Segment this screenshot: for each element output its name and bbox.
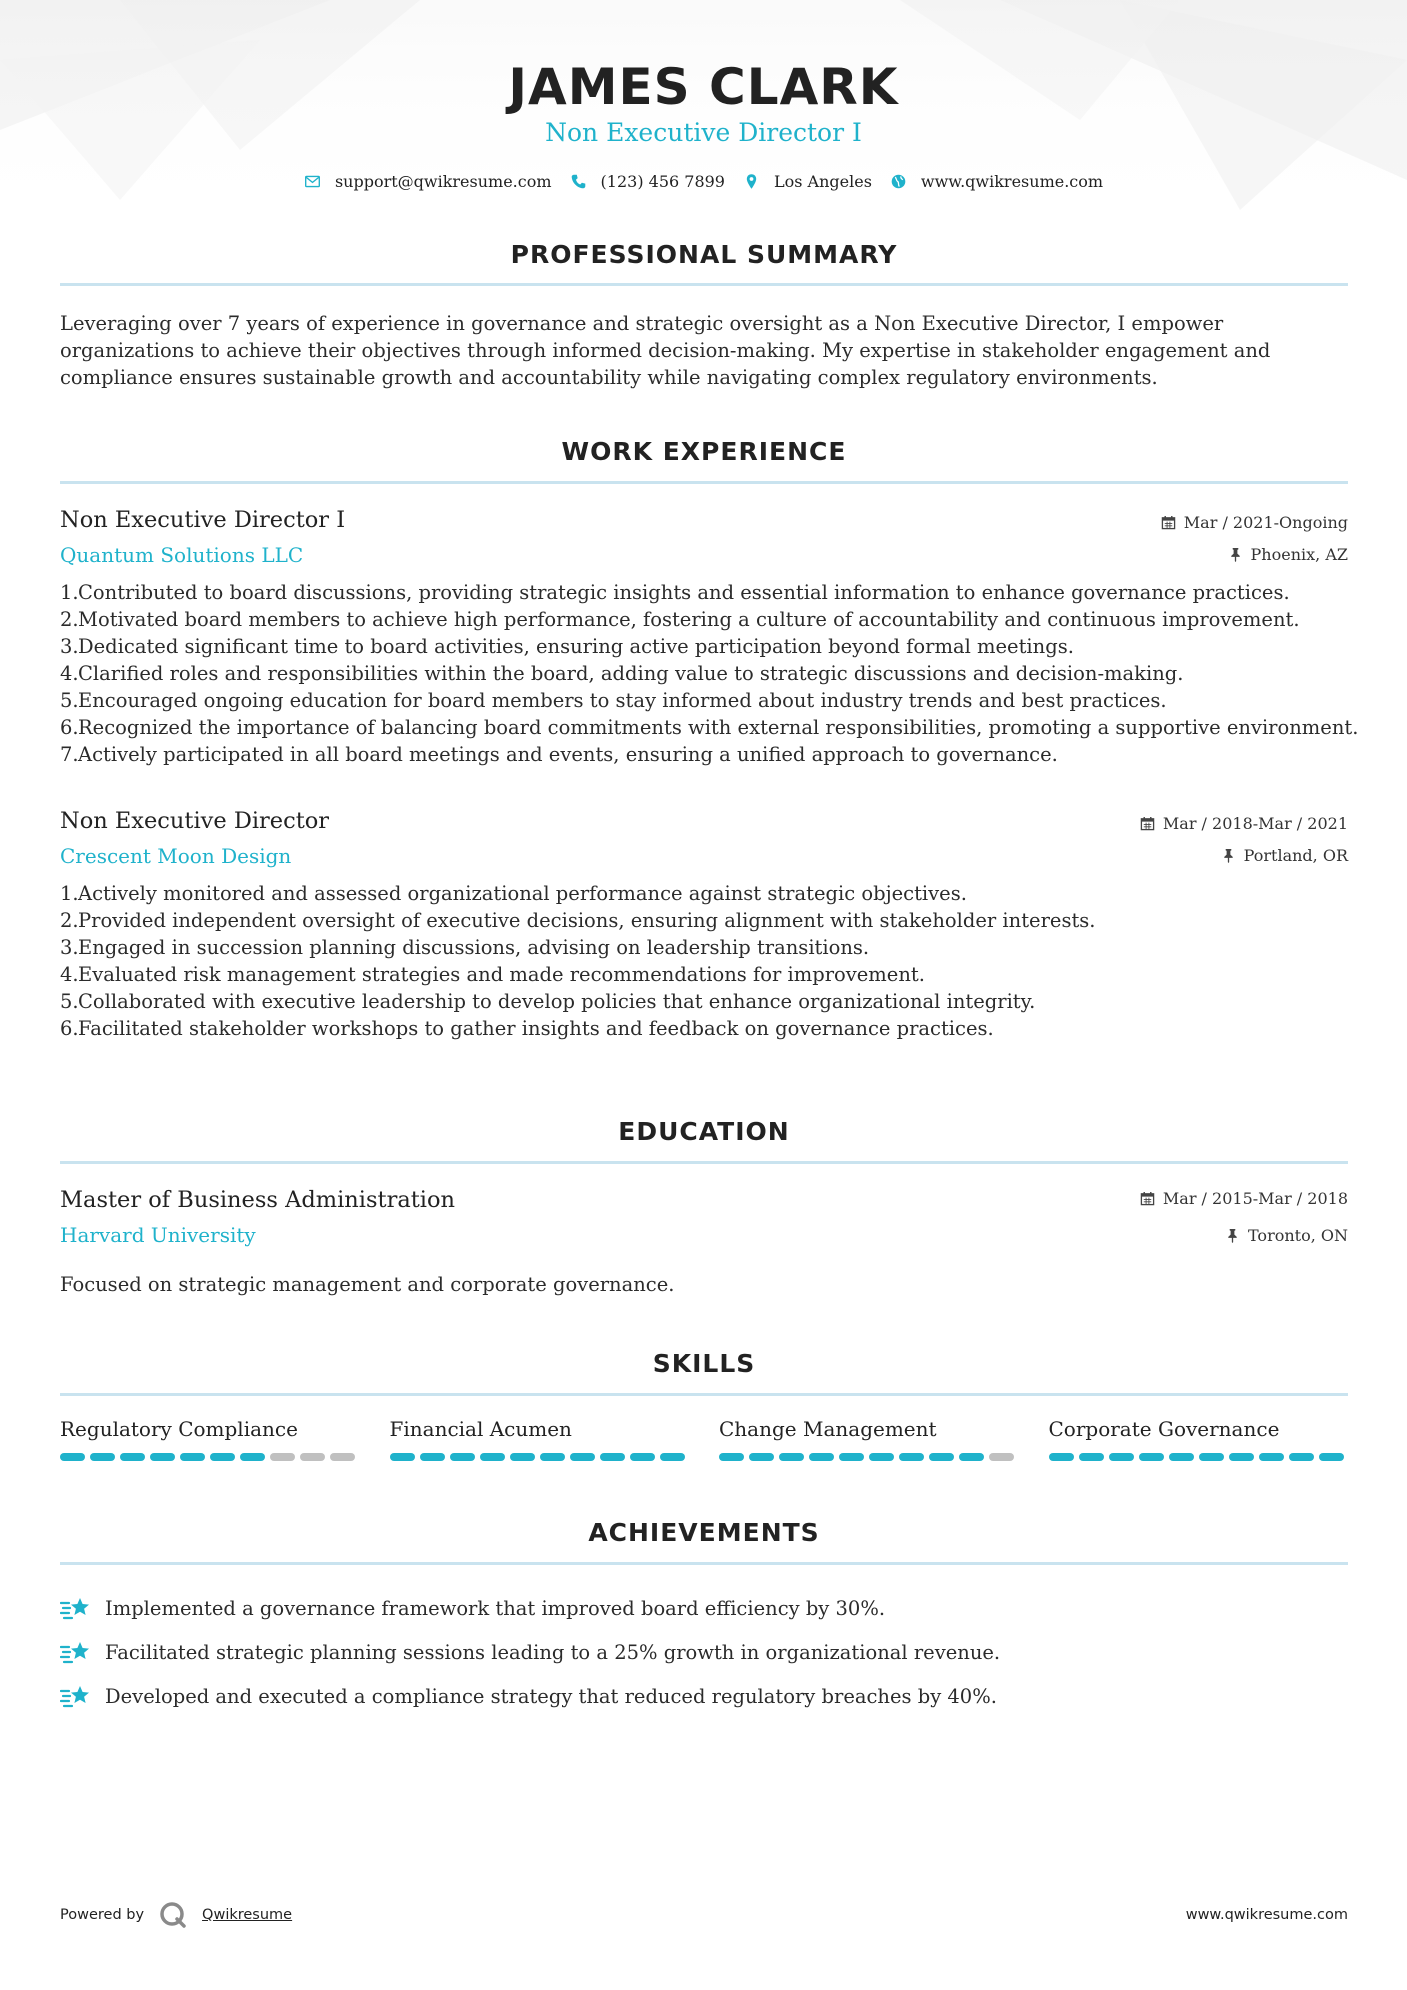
- phone-icon: [570, 173, 587, 190]
- skill-segment-filled: [60, 1453, 85, 1461]
- powered-by-label: Powered by: [60, 1907, 145, 1923]
- job-bullets: [60, 579, 1359, 768]
- skill-segment-filled: [210, 1453, 235, 1461]
- degree-title: Master of Business Administration: [60, 1187, 456, 1213]
- achievements-heading: ACHIEVEMENTS: [588, 1518, 820, 1547]
- contact-location: [743, 172, 872, 191]
- list-item: 4.Evaluated risk management strategies and made recommendations for improvement.: [60, 963, 925, 986]
- pushpin-icon: [1221, 848, 1236, 863]
- calendar-icon: [1140, 816, 1155, 831]
- skill-segment-filled: [839, 1453, 864, 1461]
- skill-segment-filled: [809, 1453, 834, 1461]
- skill-segment-filled: [90, 1453, 115, 1461]
- skill-segment-filled: [1319, 1453, 1344, 1461]
- calendar-icon: [1140, 1191, 1155, 1206]
- contact-website[interactable]: [890, 172, 1103, 191]
- skills-divider: [60, 1393, 1348, 1396]
- list-item: 5.Collaborated with executive leadership to develop policies that enhance organizational integrity.: [60, 990, 1036, 1013]
- skill-segment-filled: [899, 1453, 924, 1461]
- job-role: Non Executive Director I: [60, 507, 346, 533]
- skill-segment-filled: [959, 1453, 984, 1461]
- list-item: 2.Provided independent oversight of executive decisions, ensuring alignment with stakeholder interests.: [60, 909, 1096, 932]
- experience-entry-2: [60, 808, 1348, 1042]
- globe-icon: [890, 173, 907, 190]
- list-item: 7.Actively participated in all board meetings and events, ensuring a unified approach to governance.: [60, 743, 1058, 766]
- experience-heading: WORK EXPERIENCE: [561, 437, 847, 466]
- skill-segment-filled: [1049, 1453, 1074, 1461]
- job-date: [1161, 513, 1348, 532]
- job-role: Non Executive Director: [60, 808, 330, 834]
- candidate-name: JAMES CLARK: [508, 58, 899, 116]
- skill-segment-filled: [929, 1453, 954, 1461]
- qwikresume-logo-icon: [158, 1900, 188, 1930]
- list-item: 2.Motivated board members to achieve high performance, fostering a culture of accountability and continuous improvement.: [60, 608, 1300, 631]
- job-company[interactable]: Crescent Moon Design: [60, 844, 292, 868]
- skill-segment-filled: [719, 1453, 744, 1461]
- calendar-icon: [1161, 515, 1176, 530]
- achievement-item: [60, 1674, 1348, 1718]
- education-divider: [60, 1161, 1348, 1164]
- contact-email[interactable]: [304, 172, 552, 191]
- skill-segment-filled: [1109, 1453, 1134, 1461]
- experience-entry-1: [60, 507, 1359, 768]
- list-item: 4.Clarified roles and responsibilities within the board, adding value to strategic discussions and decision-making.: [60, 662, 1184, 685]
- contact-email-text: support@qwikresume.com: [334, 172, 552, 191]
- shooting-star-icon: [60, 1594, 92, 1622]
- skill-segment-filled: [540, 1453, 565, 1461]
- skill-level-bar: [1049, 1453, 1349, 1461]
- skill-segment-filled: [1169, 1453, 1194, 1461]
- skill-name: Financial Acumen: [389, 1417, 572, 1441]
- skill-segment-filled: [480, 1453, 505, 1461]
- job-location: [1228, 545, 1348, 564]
- skill-segment-filled: [1139, 1453, 1164, 1461]
- achievements-divider: [60, 1562, 1348, 1565]
- skill-segment-filled: [600, 1453, 625, 1461]
- skill-segment-filled: [869, 1453, 894, 1461]
- achievement-item: [60, 1586, 1348, 1630]
- skill-name: Corporate Governance: [1048, 1417, 1280, 1441]
- skill-level-bar: [719, 1453, 1019, 1461]
- skill-segment-empty: [989, 1453, 1014, 1461]
- list-item: 6.Facilitated stakeholder workshops to gather insights and feedback on governance practices.: [60, 1017, 994, 1040]
- skill-segment-filled: [1259, 1453, 1284, 1461]
- skill-segment-filled: [150, 1453, 175, 1461]
- skill-name: Regulatory Compliance: [60, 1417, 298, 1441]
- job-company[interactable]: Quantum Solutions LLC: [60, 543, 304, 567]
- job-location-text: Portland, OR: [1243, 846, 1348, 865]
- skill-segment-filled: [1199, 1453, 1224, 1461]
- education-description: Focused on strategic management and corporate governance.: [60, 1273, 675, 1296]
- shooting-star-icon: [60, 1682, 92, 1710]
- qwikresume-link[interactable]: Qwikresume: [202, 1907, 293, 1923]
- education-date: [1140, 1189, 1348, 1208]
- skill-item: [390, 1417, 690, 1461]
- job-location-text: Phoenix, AZ: [1250, 545, 1348, 564]
- list-item: 6.Recognized the importance of balancing board commitments with external responsibilities, promoting a supportive environment.: [60, 716, 1359, 739]
- skill-item: [719, 1417, 1019, 1461]
- footer-website-link[interactable]: www.qwikresume.com: [1185, 1907, 1348, 1923]
- skill-segment-filled: [240, 1453, 265, 1461]
- skill-segment-filled: [390, 1453, 415, 1461]
- skill-segment-filled: [120, 1453, 145, 1461]
- skill-segment-filled: [510, 1453, 535, 1461]
- skill-segment-filled: [749, 1453, 774, 1461]
- skill-segment-empty: [300, 1453, 325, 1461]
- envelope-icon: [304, 173, 321, 190]
- contact-phone[interactable]: [570, 172, 725, 191]
- summary-text: Leveraging over 7 years of experience in governance and strategic oversight as a Non Executive Director, I empower organizations to achieve their objectives through informed decision-making. My expertise in stakeholder engagement and compliance ensures sustainable growth and accountability while navigating complex regulatory environments.: [60, 312, 1271, 389]
- map-pin-icon: [743, 173, 760, 190]
- contact-location-text: Los Angeles: [773, 172, 872, 191]
- skill-item: [1049, 1417, 1349, 1461]
- experience-divider: [60, 481, 1348, 484]
- achievements-list: [60, 1586, 1348, 1718]
- candidate-title: Non Executive Director I: [545, 118, 862, 147]
- list-item: 5.Encouraged ongoing education for board members to stay informed about industry trends and best practices.: [60, 689, 1167, 712]
- education-location-text: Toronto, ON: [1248, 1226, 1348, 1245]
- shooting-star-icon: [60, 1638, 92, 1666]
- job-bullets: [60, 880, 1348, 1042]
- achievement-item: [60, 1630, 1348, 1674]
- education-entry: [60, 1187, 1348, 1296]
- skill-segment-filled: [1289, 1453, 1314, 1461]
- skill-segment-filled: [180, 1453, 205, 1461]
- skill-segment-filled: [420, 1453, 445, 1461]
- skills-grid: [60, 1417, 1348, 1461]
- contact-website-text: www.qwikresume.com: [920, 172, 1104, 191]
- skill-segment-empty: [330, 1453, 355, 1461]
- skill-level-bar: [390, 1453, 690, 1461]
- job-location: [1221, 846, 1348, 865]
- list-item: 1.Contributed to board discussions, providing strategic insights and essential information to enhance governance practices.: [60, 581, 1290, 604]
- skill-segment-filled: [660, 1453, 685, 1461]
- skill-item: [60, 1417, 360, 1461]
- skill-segment-empty: [270, 1453, 295, 1461]
- achievement-text: Developed and executed a compliance strategy that reduced regulatory breaches by 40%.: [105, 1684, 997, 1708]
- skill-level-bar: [60, 1453, 360, 1461]
- job-date-text: Mar / 2021-Ongoing: [1183, 513, 1348, 532]
- job-date: [1140, 814, 1348, 833]
- summary-divider: [60, 283, 1348, 286]
- list-item: 3.Dedicated significant time to board activities, ensuring active participation beyond formal meetings.: [60, 635, 1074, 658]
- list-item: 1.Actively monitored and assessed organizational performance against strategic objectives.: [60, 882, 967, 905]
- skill-segment-filled: [1079, 1453, 1104, 1461]
- contact-bar: [0, 172, 1407, 191]
- contact-phone-text: (123) 456 7899: [600, 172, 725, 191]
- list-item: 3.Engaged in succession planning discussions, advising on leadership transitions.: [60, 936, 870, 959]
- achievement-text: Implemented a governance framework that improved board efficiency by 30%.: [105, 1596, 886, 1620]
- skill-segment-filled: [630, 1453, 655, 1461]
- education-location: [1225, 1226, 1348, 1245]
- education-heading: EDUCATION: [618, 1117, 790, 1146]
- footer-powered-by: [60, 1900, 292, 1930]
- skill-segment-filled: [570, 1453, 595, 1461]
- summary-heading: PROFESSIONAL SUMMARY: [510, 240, 898, 269]
- pushpin-icon: [1228, 547, 1243, 562]
- achievement-text: Facilitated strategic planning sessions leading to a 25% growth in organizational revenue.: [105, 1640, 1001, 1664]
- pushpin-icon: [1225, 1228, 1240, 1243]
- skill-segment-filled: [450, 1453, 475, 1461]
- job-date-text: Mar / 2018-Mar / 2021: [1162, 814, 1348, 833]
- skill-segment-filled: [779, 1453, 804, 1461]
- skills-heading: SKILLS: [652, 1349, 756, 1378]
- skill-segment-filled: [1229, 1453, 1254, 1461]
- school-name[interactable]: Harvard University: [60, 1223, 256, 1247]
- education-date-text: Mar / 2015-Mar / 2018: [1162, 1189, 1348, 1208]
- skill-name: Change Management: [719, 1417, 937, 1441]
